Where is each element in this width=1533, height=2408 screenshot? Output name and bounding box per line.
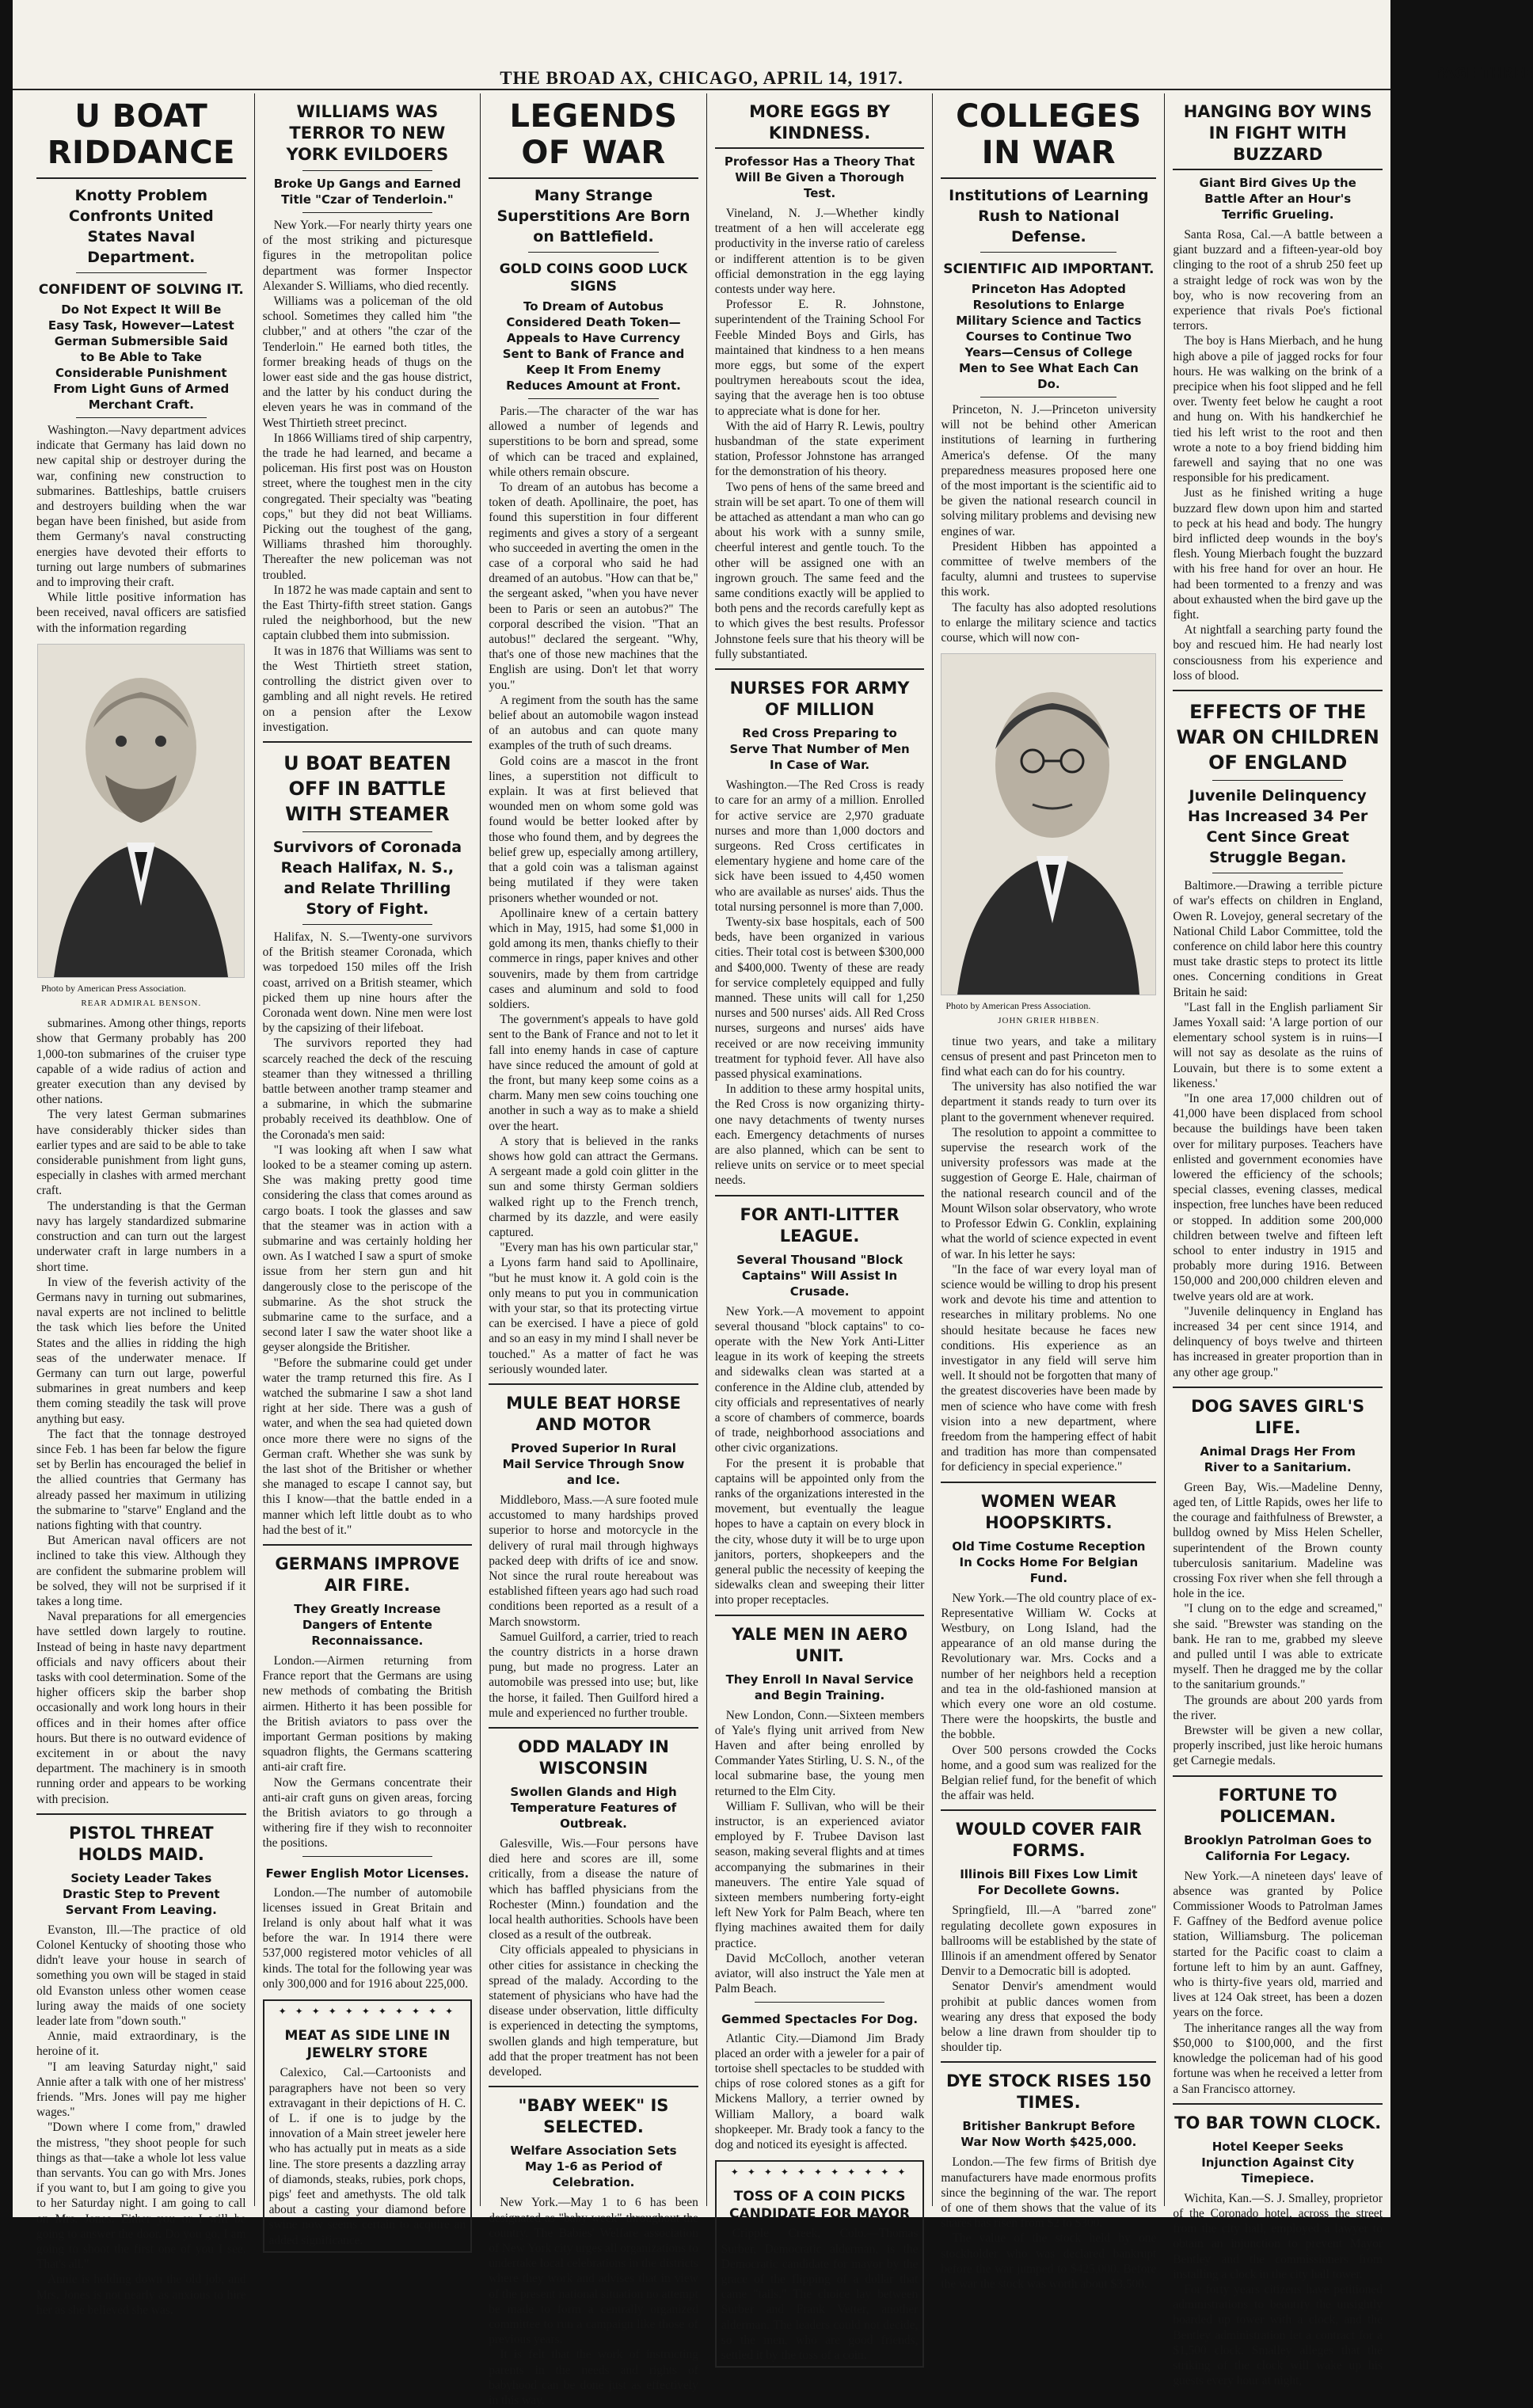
deck: Swollen Glands and High Temperature Features of Outbreak. [510,1785,677,1832]
headline-legends-of-war: LEGENDS OF WAR [489,93,698,179]
paragraph: The university has also notified the war department it stands ready to turn over its plant to the government whenever required. [941,1080,1157,1124]
paragraph: Brewster will be given a new collar, properly inscribed, just like heroic humans get Carnegie medals. [1173,1724,1383,1768]
column-1 [29,93,255,2317]
article-body [941,1591,1156,1804]
deck: Survivors of Coronada Reach Halifax, N. S., and Relate Thrilling Story of Fight. [272,838,462,918]
article-body [36,1923,246,2318]
headline-town-clock: TO BAR TOWN CLOCK. [1174,2113,1382,2132]
paragraph: Baltimore.—Drawing a terrible picture of war's effects on children in England, Owen R. Lovejoy, general secretary of the National Child Labor Committee, told the conference on child labor here this country must take drastic steps to protect its little ones. Concerning conditions in Great Britain he said: [1173,879,1383,999]
paragraph: It is felt that the work of instructing parents in the needs and rights of babyhood can be done just as effectively in this way. [489,2348,698,2407]
paragraph: A regiment from the south has the same belief about an automobile wagon instead of an autobus and can quote many examples of the truth of such dreams. [489,693,698,753]
deck: Princeton Has Adopted Resolutions to Enlarge Military Science and Tactics Courses to Continue Two Years—Census of College Men to See What Each Can Do. [956,282,1142,391]
deck: They Greatly Increase Dangers of Entente Reconnaissance. [294,1602,441,1649]
paragraph: "I clung on to the edge and screamed," she said. "Brewster was standing on the bank. He ran to me, grabbed my sleeve and pulled until I was able to extricate myself. Then he dragged me by the collar to the sanitarium grounds." [1173,1602,1383,1692]
headline-anti-litter: FOR ANTI-LITTER LEAGUE. [740,1204,900,1246]
decorative-border: ✦ ✦ ✦ ✦ ✦ ✦ ✦ ✦ ✦ ✦ ✦ [730,2166,909,2178]
article-body [715,2031,925,2153]
paragraph: The grounds are about 200 yards from the river. [1173,1693,1383,1722]
paragraph: New York.—The old country place of ex-Representative William W. Cocks at Westbury, on Long Island, had the appearance of an old manse during the Revolutionary war. Mrs. Cocks and a number of her neighbors held a reception and tea in the old-fashioned mansion at which every one wore an old costume. There were the hoopskirts, the bustle and the bobble. [941,1591,1157,1742]
headline-toss-coin: TOSS OF A COIN PICKS CANDIDATE FOR MAYOR [729,2189,911,2223]
paragraph: "I am leaving Saturday night," said Annie after a talk with one of her mistress' friends. "Mrs. Jones will pay me higher wages." [36,2060,246,2120]
paragraph: New London, Conn.—Sixteen members of Yale's flying unit arrived from New Haven and after being enrolled by Commander Yates Stirling, U. S. N., of the local submarine base, the young men returned to the Elm City. [714,1708,925,1798]
portrait-photo [37,644,245,978]
paragraph: submarines. Among other things, reports show that Germany probably has 200 1,000-ton submarines of the cruiser type capable of a wide radius of action and greater execution than any devised by other nations. [36,1017,246,1107]
paragraph: Gold coins are a mascot in the front lines, a superstition not difficult to explain. It was at first believed that wounded men on whom some gold was found would be better looked after by those who found them, and by degrees the belief grew up, especially among artillery, that a gold coin was a talisman against being mutilated if they were taken prisoners whether wounded or not. [489,754,698,905]
headline-u-boat-beaten: U BOAT BEATEN OFF IN BATTLE WITH STEAMER [283,751,451,825]
paragraph: President Hibben has appointed a committee of twelve members of the faculty, alumni and trustees to supervise this work. [941,539,1157,599]
paragraph: Twenty-six base hospitals, each of 500 beds, have been organized in various cities. Their total cost is between $300,000 and $400,000. Twenty of these are ready for service completely equipped and fully manned. These units will call for 1,250 nurses and 500 nurses' aids. All Red Cross nurses, surgeons and nurses' aids have received or are now receiving immunity treatment for typhoid fever. All have also passed physical examinations. [714,915,925,1081]
headline-fair-forms: WOULD COVER FAIR FORMS. [955,1820,1142,1861]
paragraph: Washington.—Navy department advices indicate that Germany has laid down no new capital ship or destroyer during the war, confining new construction to submarines. Battleships, battle cruisers and destroyers building when the war began have been finished, but aside from them Germany's naval constructing energies have devoted their efforts to turning out large numbers of submarines and to improving their craft. [36,424,246,590]
paragraph: Just as he finished writing a huge buzzard flew down upon him and started to peck at his head and body. The hungry bird inflicted deep wounds in the boy's flesh. Young Mierbach fought the buzzard with his free hand for over an hour. He had been tormented to a frenzy and was about exhausted when the bird gave up the fight. [1173,486,1383,622]
paragraph: New York.—A nineteen days' leave of absence was granted by Police Commissioner Woods to Patrolman James F. Gaffney of the Bedford avenue police station, Williamsburg. The policeman started for the Pacific coast to claim a fortune left to him by an aunt. Gaffney, who is thirty-five years old, married and lives at 124 Oak street, has been a dozen years on the force. [1173,1869,1383,2020]
article-body [489,2195,698,2408]
headline-dye-stock: DYE STOCK RISES 150 TIMES. [945,2071,1151,2113]
deck: Professor Has a Theory That Will Be Given a Thorough Test. [724,154,915,200]
headline-colleges-in-war: COLLEGES IN WAR [941,93,1156,179]
photo-credit: Photo by American Press Association. [945,1000,1091,1012]
paragraph: The fact that the tonnage destroyed since Feb. 1 has been far below the figure set by Berlin has encouraged the belief in the allied countries that Germany has already passed her maximum in utilizing the submarine to "starve" England and the nations fighting with that country. [36,1427,246,1532]
article-body [263,218,473,735]
paragraph: The very latest German submarines have considerably thicker sides than earlier types and are said to be able to take considerable punishment from light guns, especially in clashes with armed merchant craft. [36,1108,246,1198]
deck: Society Leader Takes Drastic Step to Prevent Servant From Leaving. [63,1870,220,1917]
portrait-illustration [38,645,244,977]
boxed-article [715,2160,925,2368]
paragraph: At nightfall a searching party found the boy and rescued him. He had nearly lost consciousness from his experience and loss of blood. [1173,623,1383,683]
paragraph: "Before the submarine could get under water the tramp returned this fire. As I watched the submarine I saw a shot land right at her side. There was a gush of water, and when the sea had quieted down once more there were no signs of the German craft. Whether she was sunk by the last shot of the Britisher or whether she managed to escape I cannot say, but this I know—that the battle ended in a manner which left little doubt as to who had the best of it." [262,1356,473,1537]
paragraph: Atlantic City.—Diamond Jim Brady placed an order with a jeweler for a pair of tortoise shell spectacles to be studded with chips of rose colored stones as a gift for Mickens Mallory, a terrier owned by William Mallory, a board walk shopkeeper. Mr. Brady took a fancy to the dog and noticed its eyesight is affected. [714,2031,925,2151]
article-body [489,404,698,1377]
headline-motor-licenses: Fewer English Motor Licenses. [265,1866,470,1881]
paragraph: The survivors reported they had scarcely reached the deck of the rescuing steamer than they witnessed a thrilling battle between another tramp steamer and a submarine, in which the submarine probably received its deathblow. One of the Coronada's men said: [262,1037,473,1142]
portrait-photo [941,653,1156,995]
paragraph: Princeton, N. J.—Princeton university will not be behind other American institutions of learning in furthering America's defense. Of the many preparedness measures proposed here one of the most important is the scientific aid to be given the national research council in solving military problems and devising new engines of war. [941,403,1157,538]
headline-pistol-threat: PISTOL THREAT HOLDS MAID. [69,1823,214,1864]
deck: Welfare Association Sets May 1-6 as Period of Celebration. [510,2144,677,2190]
headline-fortune-policeman: FORTUNE TO POLICEMAN. [1218,1785,1337,1826]
boxed-article [263,1999,473,2253]
column-6 [1165,93,1390,2388]
article-body [715,778,925,1188]
deck: Old Time Costume Reception In Cocks Home For Belgian Fund. [952,1539,1146,1585]
paragraph: But American naval officers are not inclined to take this view. Although they are confident the submarine problem will be solved, they will not be surprised if it takes a long time. [36,1534,246,1608]
paragraph: "I was looking aft when I saw what looked to be a steamer coming up astern. She was making pretty good time considering the class that comes around as cargo boats. I took the glasses and saw that the steamer was in action with a submarine and was certainly holding her own. As I watched I saw a spurt of smoke issue from her stern gun and hit dangerously close to the periscope of the submarine. As the shot struck the submarine came to the surface, and a second later I saw the water shoot like a geyser alongside the Britisher. [262,1143,473,1355]
paragraph: tinue two years, and take a military census of present and past Princeton men to find what each can do for his country. [941,1034,1157,1079]
paragraph: London.—Airmen returning from France report that the Germans are using new methods of combating the British airmen. Hitherto it has been possible for the British aviators to pass over the important German positions by making squadron flights, the Germans scattering anti-air craft fire. [262,1654,473,1775]
deck: Red Cross Preparing to Serve That Number of Men In Case of War. [729,726,910,773]
paragraph: Green Bay, Wis.—Madeline Denny, aged ten, of Little Rapids, owes her life to the courage and faithfulness of Brewster, a bulldog owned by Miss Helen Scheller, superintendent of the Brown county tuberculosis sanitarium. Madeline was crossing Fox river when she fell through a hole in the ice. [1173,1480,1383,1601]
article-body [36,1016,246,1807]
article-body [263,930,473,1538]
paragraph: Wichita, Kan.—S. J. Smalley, proprietor of the Coronado hotel, across the street from the city hall, employed a lawyer to obtain an injunction to prevent Mayor Bentley and the commissioners from installing a clock in the city hall tower. [1173,2191,1383,2281]
headline-yale-aero: YALE MEN IN AERO UNIT. [732,1624,908,1665]
photo-caption: JOHN GRIER HIBBEN. [998,1016,1100,1026]
deck: Giant Bird Gives Up the Battle After an Hour's Terrific Grueling. [1199,176,1356,222]
headline-germans-air-fire: GERMANS IMPROVE AIR FIRE. [275,1554,460,1596]
paragraph: Springfield, Ill.—A "barred zone" regulating decollete gown exposures in ballrooms will be established by the state of Illinois if an amendment offered by Senator Denvir to a Democratic bill is adopted. [941,1904,1157,1979]
article-body [489,1836,698,2079]
paragraph: The inheritance ranges all the way from $50,000 to $100,000, and the first knowledge the policeman had of his good fortune was when he received a letter from a San Francisco attorney. [1173,2021,1383,2096]
article-body [715,206,925,662]
paragraph: London.—The few firms of British dye manufacturers have made enormous profits since the beginning of the war. The report of one of them shows that the value of its shares has risen from $2 to $300. [941,2155,1157,2231]
article-body [489,1493,698,1721]
paragraph: Annie, maid extraordinary, is the heroine of it. [36,2029,246,2059]
paragraph: Professor E. R. Johnstone, superintendent of the Training School For Feeble Minded Boys and Girls, has maintained that kindness to a hen means more eggs, but some of the expert poultrymen hereabouts scout the idea, saying that the average hen is too obtuse to appreciate what is done for her. [714,298,925,418]
paragraph: New York.—A movement to appoint several thousand "block captains" to co-operate with the New York Anti-Litter league in its work of keeping the streets and sidewalks clean was started at a conference in the Aldine club, attended by city officials and representatives of nearly a score of chambers of commerce, boards of trade, neighborhood associations and other civic organizations. [714,1304,925,1455]
deck: Animal Drags Her From River to a Sanitarium. [1200,1444,1356,1474]
headline-odd-malady: ODD MALADY IN WISCONSIN [518,1737,669,1778]
deck: Many Strange Superstitions Are Born on Battlefield. [496,187,690,245]
headline-mule: MULE BEAT HORSE AND MOTOR [506,1394,681,1434]
article-body [1173,1480,1383,1769]
paragraph: Now the Germans concentrate their anti-air craft guns on given areas, forcing the British aviators to go through a withering fire if they wish to reconnoiter the positions. [262,1775,473,1851]
paragraph: For the present it is probable that captains will be appointed only from the ranks of the organizations interested in the movement, but eventually the league hopes to have a captain on every block in the city, whose duty it will be to urge upon janitors, porters, shopkeepers and the general public the necessity of keeping the sidewalks clean and sweeping their litter into proper receptacles. [714,1456,925,1607]
headline-meat-jewelry: MEAT AS SIDE LINE IN JEWELRY STORE [284,2028,451,2062]
headline-dog-saves-girl: DOG SAVES GIRL'S LIFE. [1191,1396,1365,1437]
article-body [941,402,1156,645]
paragraph: New York.—May 1 to 6 has been designated as "baby week" throughout the country. The Babies' Welfare association of New York city urges all organizations to undertake local celebrations in the districts where they work and advises that in view of the present national situation no attempt be made to form a centrally organized committee to run a campaign like those of previous years. [489,2196,698,2347]
deck: Brooklyn Patrolman Goes to California For Legacy. [1184,1832,1372,1863]
paragraph: "In one area 17,000 children out of 41,000 have been displaced from school because the buildings have been taken over for military purposes. Teachers have enlisted and government economies have lowered the efficiency of the schools; special classes, evening classes, medical inspection, free lunches have been reduced or stopped. In addition some 200,000 children between twelve and fifteen left school to enter industry in 1915 and probably more during 1916. Between 150,000 and 200,000 children eleven and twelve years old are at work. [1173,1091,1383,1303]
subhead: SCIENTIFIC AID IMPORTANT. [943,261,1155,277]
masthead [13,0,1533,90]
headline-gemmed-spectacles: Gemmed Spectacles For Dog. [721,2011,919,2026]
paragraph: While little positive information has been received, naval officers are satisfied with the information regarding [36,591,246,635]
paragraph: In 1866 Williams tired of ship carpentry, the trade he had learned, and became a policeman. His first post was on Houston street, where the toughest men in the city congregated. Their specialty was "beating cops," but they did not beat Williams. Picking out the toughest of the gang, Williams thrashed him thoroughly. Thereafter the new policeman was not troubled. [262,431,473,582]
article-body [941,1903,1156,2055]
paragraph: In 1872 he was made captain and sent to the East Thirty-fifth street station. Gangs ruled the neighborhood, but the new captain clubbed them into submission. [262,583,473,643]
page-number: PAGE THREE [1434,65,1533,82]
article-body [941,1034,1156,1475]
paragraph: Halifax, N. S.—Twenty-one survivors of the British steamer Coronada, which was torpedoed 150 miles off the Irish coast, arrived on a British steamer, which picked them up nine hours after the Coronada went down. Nine men were lost by the capsizing of their lifeboat. [262,930,473,1036]
paragraph: "Last fall in the English parliament Sir James Yoxall said: 'A large portion of our elementary school system is in ruins—I will not say as desolate as the ruins of Louvain, but there is to some extent a likeness.' [1173,1000,1383,1090]
paragraph: With the aid of Harry R. Lewis, poultry husbandman of the state experiment station, Professor Johnstone has arranged for the demonstration of his theory. [714,419,925,479]
deck: Juvenile Delinquency Has Increased 34 Per Cent Since Great Struggle Began. [1188,787,1368,867]
paragraph: To dream of an autobus has become a token of death. Apollinaire, the poet, has found this superstition in four different regiments and gives a story of a sergeant who succeeded in averting the omen in the case of a corporal who said he had dreamed of an autobus. "How can that be," the sergeant asked, "when you have never been to Paris or seen an autobus?" The corporal described the vision. "That an autobus!" declared the sergeant. "Why, that's one of those new machines that the English are using. Don't let that worry you." [489,481,698,692]
newspaper-page [13,0,1533,2407]
article-body [36,423,246,636]
paragraph: The value of the stock held by one stockholder who was declared bankrupt before the war jumped to $425,000. Before the war the stock was worth about $3,500. [941,2231,1157,2292]
paragraph: The understanding is that the German navy has largely standardized submarine construction and can turn out the largest underwater craft in large numbers in a short time. [36,1199,246,1274]
paragraph: Two pens of hens of the same breed and strain will be set apart. To one of them will be attached as attendant a man who can go about his work with a sunny smile, cheerful interest and gentle touch. To the other will be assigned one with an ingrown grouch. The same feed and the same conditions exactly will be applied to both pens and the records carefully kept as to which gives the best results. Professor Johnstone feels sure that his theory will be fully substantiated. [714,480,925,661]
paragraph: Vineland, N. J.—Whether kindly treatment of a hen will accelerate egg productivity in the inverse ratio of careless or indifferent attention is to be given official demonstration in the egg laying contests under way here. [714,207,925,297]
column-5 [933,93,1165,2292]
article-body [715,1304,925,1608]
deck: Britisher Bankrupt Before War Now Worth $425,000. [961,2119,1137,2150]
paragraph: Evanston, Ill.—The practice of old Colonel Kentucky of shooting those who didn't leave your house in search of something you own will be staged in staid old Evanston unless other women cease luring away the maids of one society leader late from "down south." [36,1923,246,2029]
headline-hanging-boy: HANGING BOY WINS IN FIGHT WITH BUZZARD [1173,101,1383,170]
paragraph: Calexico, Cal.—Cartoonists and paragraphers have not been so very extravagant in their depictions of H. C. of L. if one is to judge by the innovation of a Main street jeweler here who has actually put in meats as a side line. The store presents a dazzling array of diamonds, steaks, rubies, pork chops, pigs' feet and amethysts. The old talk about a casting your diamond before swine now seems certain to acquire an added significance. [268,2066,466,2247]
paragraph: The boy is Hans Mierbach, and he hung high above a pile of jagged rocks for four hours. He was walking on the brink of a precipice when his foot slipped and he fell over. Twenty feet below he caught a root and hung on. With his handkerchief he tied his left wrist to the root and then wrote a note to a boy friend bidding him farewell and saying that no one was responsible for his predicament. [1173,334,1383,485]
paragraph: Senator Denvir's amendment would prohibit at public dances women from wearing any dress that exposed the body below a line drawn from shoulder tip to shoulder tip. [941,1980,1157,2055]
headline-u-boat-riddance: U BOAT RIDDANCE [36,93,246,179]
paragraph: It was in 1876 that Williams was sent to the West Thirtieth street station, controlling the district given over to gambling and all night revels. He retired on a pension after the Lexow investigation. [262,644,473,734]
paragraph: "Down where I come from," drawled the mistress, "they shoot people for such things as that—take a whole lot less value than servants. You can go with Mrs. Jones if you want to, but I am going to give you to her Saturday night. I am going to call on Mrs. Jones. Either you or I will be going to answer the door. Do you go, I am going to shoot the first one of you I see. That's all." [36,2121,246,2272]
decorative-border: ✦ ✦ ✦ ✦ ✦ ✦ ✦ ✦ ✦ ✦ ✦ [278,2006,457,2018]
columns [29,93,1390,2407]
headline-nurses: NURSES FOR ARMY OF MILLION [729,679,910,720]
photo-caption: REAR ADMIRAL BENSON. [81,999,202,1009]
headline-baby-week: "BABY WEEK" IS SELECTED. [518,2096,669,2137]
paragraph: The faculty has also adopted resolutions to enlarge the military science and tactics course, which will now con- [941,600,1157,645]
deck: Institutions of Learning Rush to National Defense. [949,187,1149,245]
deck: Knotty Problem Confronts United States Naval Department. [68,187,214,266]
deck: Do Not Expect It Will Be Easy Task, However—Latest German Submersible Said to Be Able to Take Considerable Punishment From Light Guns of Armed Merchant Craft. [48,302,234,412]
deck: Broke Up Gangs and Earned Title "Czar of Tenderloin." [273,177,462,207]
column-4 [707,93,934,2362]
paragraph: New York.—For nearly thirty years one of the most striking and picturesque figures in the metropolitan police department was former Inspector Alexander S. Williams, who died recently. [262,219,473,293]
deck: They Enroll In Naval Service and Begin Training. [725,1672,914,1702]
paragraph: Annie is holding down the old job, and Mrs. Jones is not nearly as anxious to hire her as she believed she was. [36,2273,246,2317]
portrait-illustration [941,654,1155,995]
paragraph: The government's appeals to have gold sent to the Bank of France and not to let it fall into enemy hands in case of capture have since reduced the amount of gold at the front, but many keep some coins as a charm. Many men sew coins touching one another in such a way as to make a shield over the heart. [489,1013,698,1133]
paragraph: The resolution to appoint a committee to supervise the research work of the university professors was made at the suggestion of George E. Hale, chairman of the national research council and of the Mount Wilson solar observatory, who wrote to Professor Edwin G. Conklin, explaining what the world of science expected in event of war. In his letter he says: [941,1125,1157,1261]
paragraph: Galesville, Wis.—Four persons have died here and scores are ill, some critically, from a disease the nature of which has baffled physicians from the Rochester (Minn.) foundation and the local health authorities. Schools have been closed as a result of the outbreak. [489,1837,698,1942]
deck: Proved Superior In Rural Mail Service Through Snow and Ice. [502,1441,685,1487]
headline-more-eggs: MORE EGGS BY KINDNESS. [715,101,925,149]
paragraph: Samuel Guilford, a carrier, tried to reach the country districts in a horse drawn pung, but made no progress. Later an automobile was pressed into use; but, like the horse, it failed. Then Guilford hired a mule and experienced no further trouble. [489,1630,698,1720]
headline-effects-of-war: EFFECTS OF THE WAR ON CHILDREN OF ENGLAND [1176,701,1379,774]
deck: Hotel Keeper Seeks Injunction Against City Timepiece. [1201,2139,1355,2185]
article-body [941,2155,1156,2292]
subhead: GOLD COINS GOOD LUCK SIGNS [499,261,688,295]
article-body [263,1653,473,1851]
deck: Illinois Bill Fixes Low Limit For Decollete Gowns. [960,1867,1138,1898]
paragraph: Washington.—The Red Cross is ready to care for an army of a million. Enrolled for active service are 2,970 graduate nurses and more than 1,000 doctors and surgeons. Red Cross certificates in elementary hygiene and home care of the sick have been issued to 4,450 women who are available as nurses' aids. Thus the total nursing personnel is more than 7,000. [714,778,925,914]
article-body [269,2065,466,2247]
masthead-title: THE BROAD AX, CHICAGO, APRIL 14, 1917. [500,68,903,88]
paragraph: In addition to these army hospital units, the Red Cross is now organizing thirty-one navy detachments of twenty nurses each. Emergency detachments of nurses are also planned, which can be sent to relieve units on service or to meet special needs. [714,1082,925,1188]
paragraph: Apollinaire knew of a certain battery which in May, 1915, had some $1,000 in gold among its men, thanks chiefly to their commerce in rings, paper knives and other souvenirs, made by them from cartridge cases and aluminum and sold to food soldiers. [489,906,698,1011]
article-body [1173,878,1383,1380]
article-body [715,1708,925,1997]
paragraph: "Every man has his own particular star," a Lyons farm hand said to Apollinaire, "but he must know it. A gold coin is the only means to put you in communication with your star, so that its protecting virtue can be exercised. I have a piece of gold and so an easy in my mind I shall never be touched." As a matter of fact he was seriously wounded later. [489,1241,698,1376]
deck: Several Thousand "Block Captains" Will Assist In Crusade. [736,1252,903,1299]
paragraph: Over 500 persons crowded the Cocks home, and a good sum was realized for the Belgian relief fund, for the benefit of which the affair was held. [941,1743,1157,1803]
article-body [1173,2191,1383,2389]
paragraph: Paris.—The character of the war has allowed a number of legends and superstitions to be born and spread, some of which can be traced and explained, while others remain obscure. [489,405,698,479]
photo-credit: Photo by American Press Association. [41,982,186,994]
article-body [263,1885,473,1991]
deck: To Dream of Autobus Considered Death Token—Appeals to Have Currency Sent to Bank of France and Keep It From Enemy Reduces Amount at Front. [502,299,685,393]
paragraph: "In the face of war every loyal man of science would be willing to drop his present work and devote his time and attention to researches in military problems. No one should hesitate because he faces new conditions. His experience as an investigator in any field will serve him well. It should not be forgotten that many of the greatest discoveries have been made by men of science who have come with fresh vision into a new department, where freedom from the hampering effect of habit and tradition has more than compensated for deficiency in special experience." [941,1262,1157,1474]
paragraph: London.—The number of automobile licenses issued in Great Britain and Ireland is only about half what it was before the war. In 1914 there were 537,000 registered motor vehicles of all kinds. The total for the following year was only 300,000 and for 1916 about 225,000. [262,1885,473,1991]
paragraph: Middleboro, Mass.—A sure footed mule accustomed to many hardships proved superior to horse and motorcycle in the delivery of rural mail through highways packed deep with drifts of ice and snow. Not since the rural route hereabout was established fifteen years ago had such road conditions been reported as a result of a March snowstorm. [489,1493,698,1629]
headline-hoopskirts: WOMEN WEAR HOOPSKIRTS. [980,1491,1116,1532]
subhead: CONFIDENT OF SOLVING IT. [38,282,244,298]
paragraph: In view of the feverish activity of the Germans navy in turning out submarines, naval experts are not inclined to belittle the task which lies before the United States and the allies in ridding the high seas of the underwater menace. If Germany can turn out large, powerful submarines in great numbers and keep them coming steadily the task will prove anything but easy. [36,1275,246,1426]
paragraph: A story that is believed in the ranks shows how gold can attract the Germans. A sergeant made a gold coin glitter in the sun and some thirsty German soldiers walked right up to the French trench, charmed by its dazzle, and were easily captured. [489,1134,698,1239]
paragraph: Santa Rosa, Cal.—A battle between a giant buzzard and a fifteen-year-old boy clinging to the root of a shrub 250 feet up a straight ledge of rock was won by the boy, who is now recovering from an experience that rivals Poe's fictional terrors. [1173,228,1383,333]
paragraph: Williams was a policeman of the old school. Sometimes they called him "the clubber," and at others "the czar of the Tenderloin." He earned both titles, the former breaking heads of thugs on the lower east side and the gas house district, and the latter by his conduct during the eleven years he was in command of the West Thirtieth street precinct. [262,295,473,430]
paragraph: David McColloch, another veteran aviator, will also instruct the Yale men at Palm Beach. [714,1951,925,1996]
column-3 [481,93,707,2407]
paragraph: Naval preparations for all emergencies have settled down largely to routine. Instead of being in haste navy department officials and navy officers about their tasks with cool determination. Some of the higher officers skip the barber shop occasionally and work long hours in their offices and in their homes after office hours. But there is no outward evidence of excitement in or about the navy department. The machinery is in smooth running order and appears to be working with precision. [36,1610,246,1806]
paragraph: Cripple Creek, Colo.—Thomas Surber, Democratic alderman, is the Democratic candidate for mayor by the grace of the flipping of a dollar that came "tails." The choice lay between Surber and Frank Vetter, another alderman. The leaders could not decide, so the men, who are good friends, settled it by the toss of a coin. [721,2227,919,2362]
article-body [721,2226,919,2363]
paragraph: For forty years citizens have petitioned administrations to beautify the unsightly boarded up tower with a clock, and the Bentley administration let a contract for a $1,500 clock. Smalley alleges that the striking of the clock will wake up his guests every hour at night, [1173,2282,1383,2388]
column-2 [255,93,481,2247]
headline-williams: WILLIAMS WAS TERROR TO NEW YORK EVILDOERS [286,102,449,164]
article-body [1173,227,1383,683]
paragraph: William F. Sullivan, who will be their instructor, is an experienced aviator employed by F. Trubee Davison last season, making several flights and at times accompanying the submarines in their maneuvers. The entire Yale squad of sixteen members numbering forty-eight left New York for Palm Beach, where ten flying machines awaited them for daily practice. [714,1799,925,1950]
paragraph: "Juvenile delinquency in England has increased 34 per cent since 1914, and delinquency of boys twelve and thirteen has increased in greater proportion than in any other age group." [1173,1304,1383,1379]
paragraph: City officials appealed to physicians in other cities for assistance in checking the spread of the malady. According to the statement of physicians who have had the disease under observation, little difficulty is experienced in detecting the symptoms, swollen glands and high temperature, but add that the proper treatment has not been developed. [489,1943,698,2079]
article-body [1173,1869,1383,2097]
